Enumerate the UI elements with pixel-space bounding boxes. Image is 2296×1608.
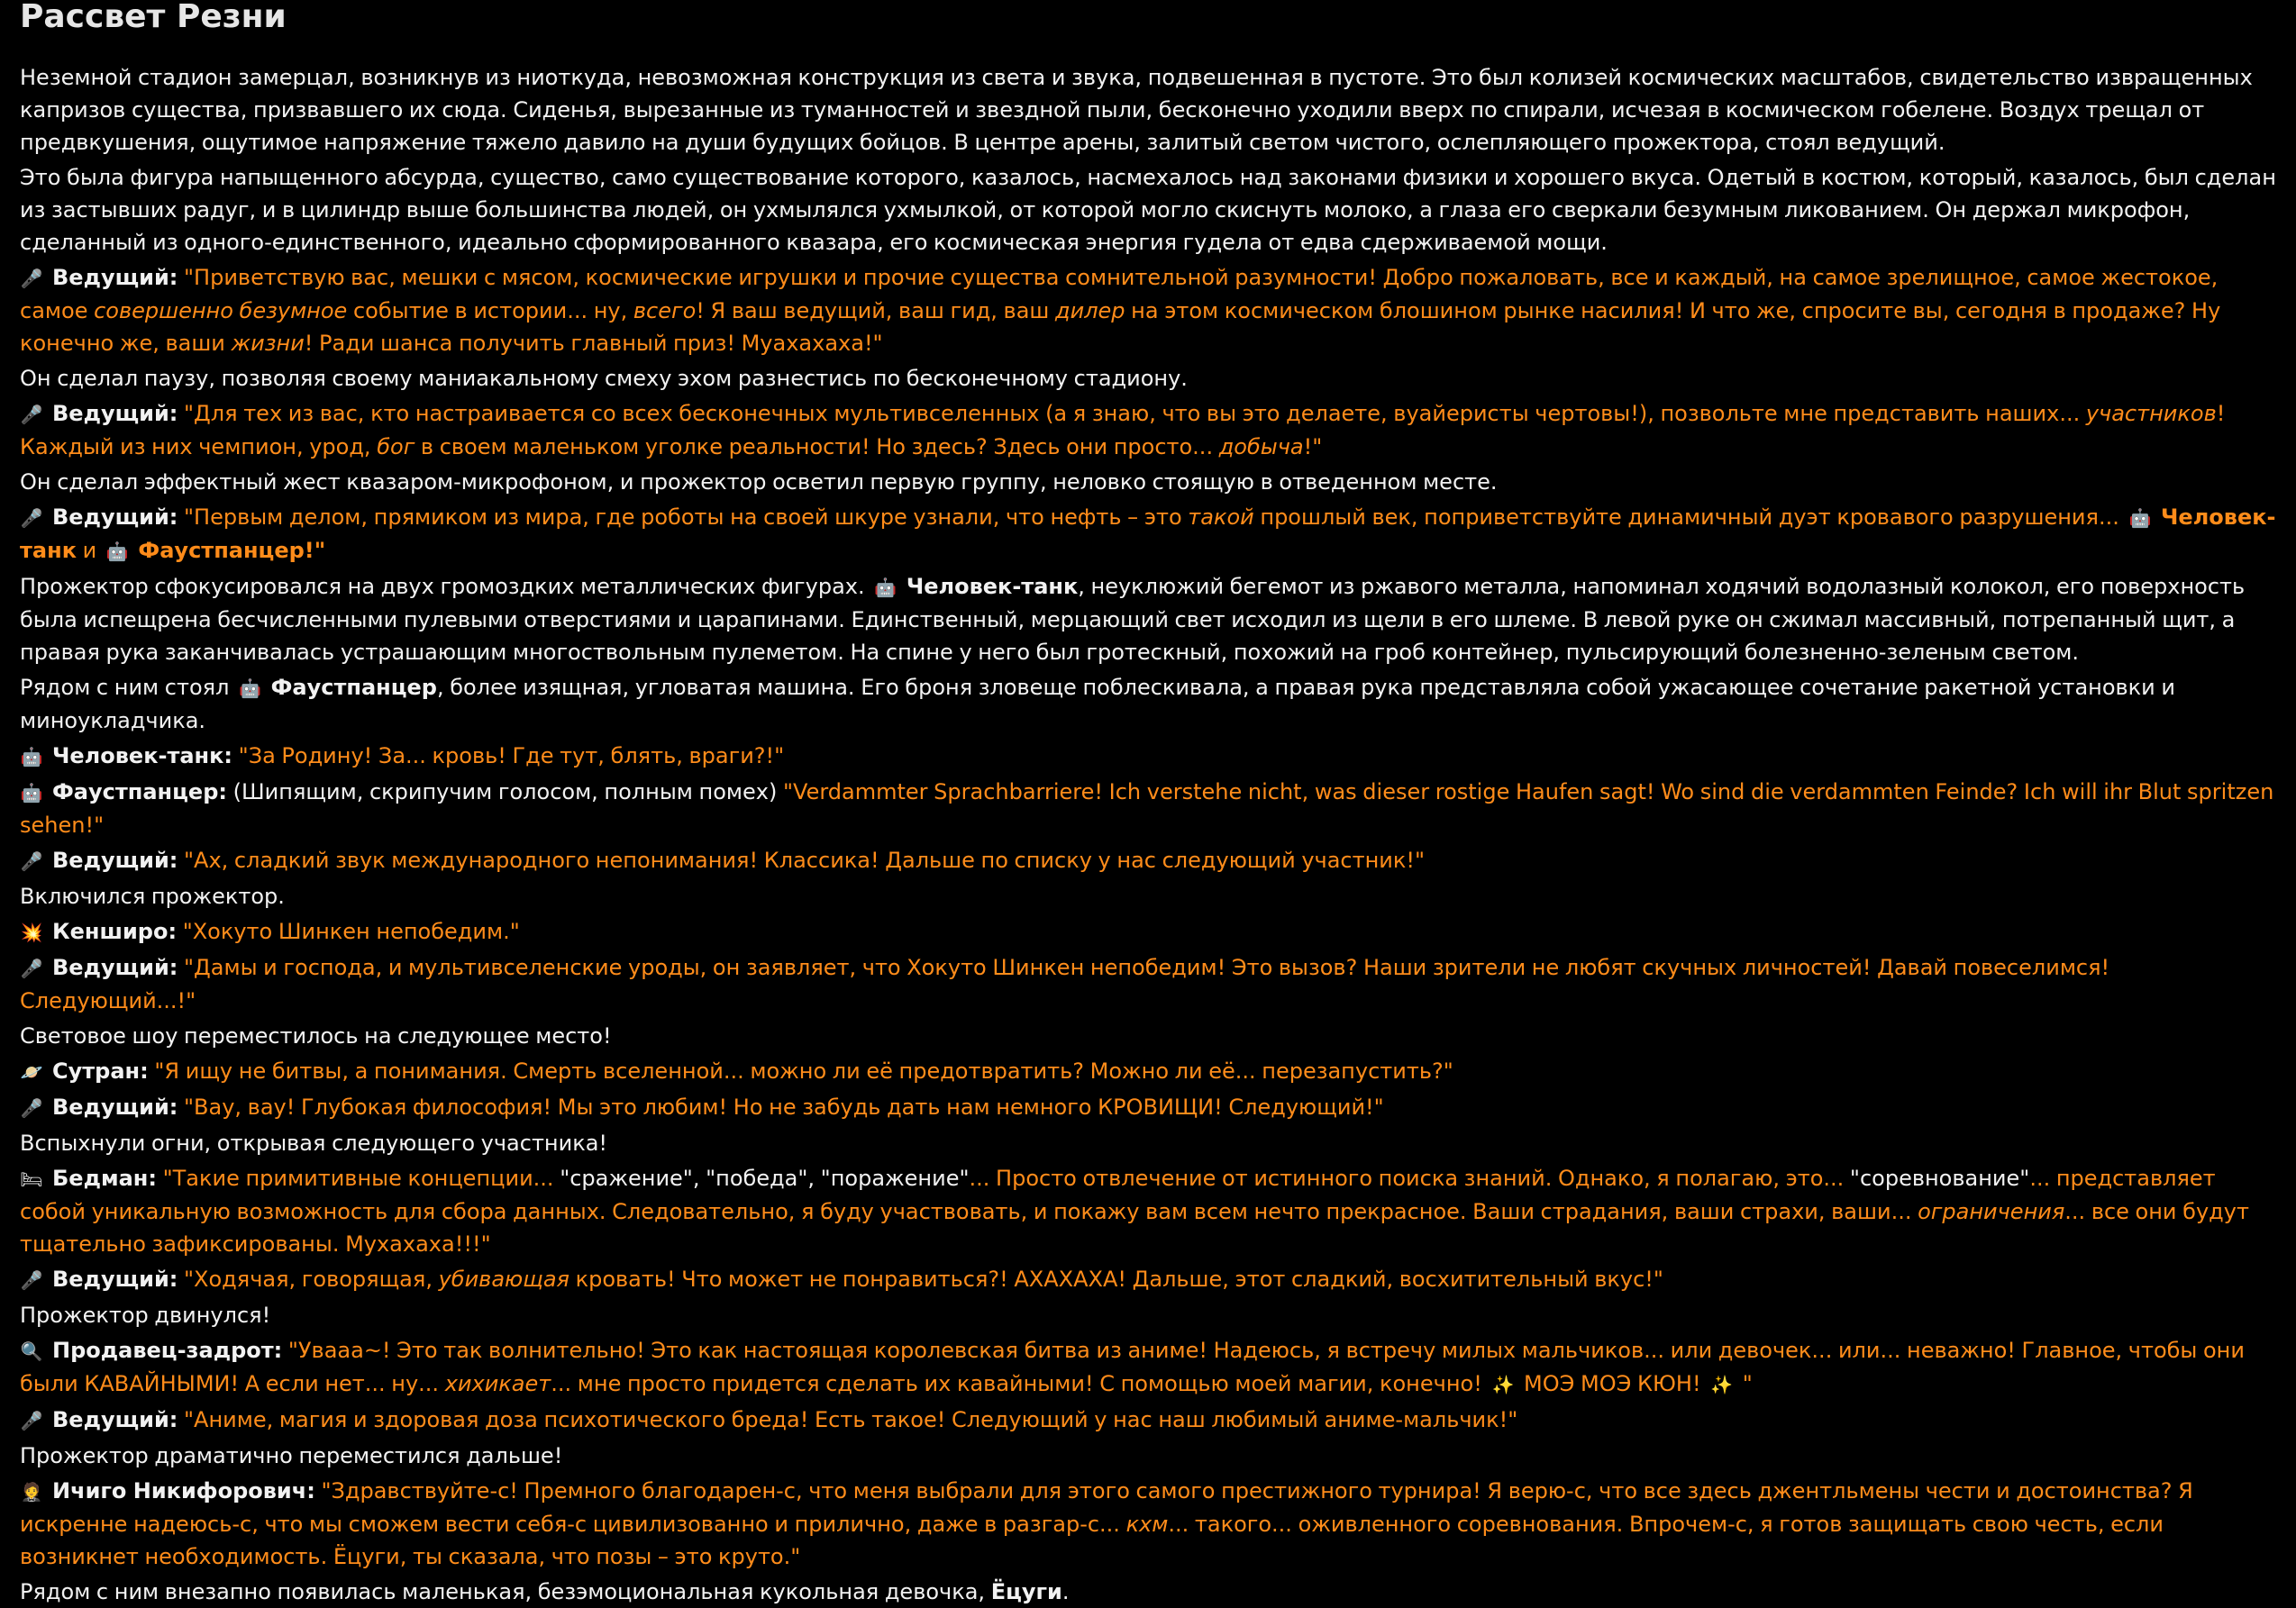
dialogue-text: "Ходячая, говорящая, убивающая кровать! Что может не понравиться?! АХАХАХА! Дальше, этот сладкий, восхитительный вкус!" xyxy=(184,1267,1663,1292)
dialogue-text: "Ах, сладкий звук международного непонимания! Классика! Дальше по списку у нас следующий участник!" xyxy=(184,848,1426,873)
dialogue-line xyxy=(20,1404,2276,1437)
dialogue-line: 🤖 Фаустпанцер: (Шипящим, скрипучим голосом, полным помех) "Verdammter Sprachbarriere! Ich verstehe nicht, was dieser rostige Haufen sagt! Wo sind die verdammten Feinde? Ich will ihr Blut spritzen sehen!" xyxy=(20,776,2276,841)
collision-icon: 💥 xyxy=(20,922,43,943)
dialogue-text: "Дамы и господа, и мультивселенские уроды, он заявляет, что Хокуто Шинкен непобедим! Это вызов? Наши зрители не любят скучных личностей! Давай повеселимся! Следующий...!" xyxy=(20,955,2110,1013)
narration: Вспыхнули огни, открывая следующего участника! xyxy=(20,1131,608,1156)
microphone-icon: 🎤 xyxy=(20,1097,43,1119)
microphone-icon: 🎤 xyxy=(20,507,43,529)
dialogue-line xyxy=(20,397,2276,463)
speaker-name: Ичиго Никифорович: xyxy=(52,1478,315,1504)
page-title: Рассвет Резни xyxy=(20,0,287,35)
speaker-name: Бедман: xyxy=(52,1166,157,1191)
robot-face-icon: 🤖 xyxy=(2128,507,2152,529)
gentleman-face-icon: 🤵 xyxy=(20,1481,43,1503)
dialogue-line xyxy=(20,915,2276,949)
dialogue-text: "Хокуто Шинкен непобедим." xyxy=(182,919,520,944)
dialogue-text: "Увааа~! Это так волнительно! Это как настоящая королевская битва из аниме! Надеюсь, я встречу милых мальчиков... или девочек... или... неважно! Главное, чтобы они были КАВАЙНЫМИ! А если нет... ну... хихикает... мне просто придется сделать их кавайными! С помощью моей магии, конечно! ✨ МОЭ МОЭ КЮН! ✨ " xyxy=(20,1338,2245,1396)
narration: Прожектор драматично переместился дальше! xyxy=(20,1443,563,1468)
narration: Прожектор сфокусировался на двух громоздких металлических фигурах. 🤖 Человек-танк, неуклюжий бегемот из ржавого металла, напоминал ходячий водолазный колокол, его поверхность была испещрена бесчисленными пулевыми отверстиями и царапинами. Единственный, мерцающий свет исходил из щели в его шлеме. В левой руке он сжимал массивный, потрепанный щит, а правая рука заканчивалась устрашающим многоствольным пулеметом. На спине у него был гротескный, похожий на гроб контейнер, пульсирующий болезненно-зеленым светом. xyxy=(20,570,2276,668)
speaker-name: Ведущий: xyxy=(52,265,178,290)
microphone-icon: 🎤 xyxy=(20,404,43,425)
dialogue-line xyxy=(20,951,2276,1017)
microphone-icon: 🎤 xyxy=(20,268,43,289)
dialogue-text: "Verdammter Sprachbarriere! Ich verstehe nicht, was dieser rostige Haufen sagt! Wo sind die verdammten Feinde? Ich will ihr Blut spritzen sehen!" xyxy=(20,779,2274,838)
narration: Это была фигура напыщенного абсурда, существо, само существование которого, казалось, насмехалось над законами физики и хорошего вкуса. Одетый в костюм, который, казалось, был сделан из застывших радуг, и в цилиндр выше большинства людей, он ухмылялся ухмылкой, от которой могло скиснуть молоко, а глаза его сверкали безумным ликованием. Он держал микрофон, сделанный из одного-единственного, идеально сформированного квазара, его космическая энергия гудела от едва сдерживаемой мощи. xyxy=(20,165,2276,255)
bed-icon: 🛏 xyxy=(20,1168,43,1190)
dialogue-text: "Аниме, магия и здоровая доза психотического бреда! Есть такое! Следующий у нас наш любимый аниме-мальчик!" xyxy=(184,1407,1518,1432)
microphone-icon: 🎤 xyxy=(20,1410,43,1431)
robot-face-icon: 🤖 xyxy=(20,746,43,768)
dialogue-text: "Здравствуйте-с! Премного благодарен-с, что меня выбрали для этого самого престижного турнира! Я верю-с, что все здесь джентльмены чести и достоинства? Я искренне надеюсь-с, что мы сможем вести себя-с цивилизованно и прилично, даже в разгар-с... кхм... такого... оживленного соревнования. Впрочем-с, я готов защищать свою честь, если возникнет необходимость. Ёцуги, ты сказала, что позы – это круто." xyxy=(20,1478,2193,1569)
dialogue-line xyxy=(20,740,2276,773)
microphone-icon: 🎤 xyxy=(20,1269,43,1291)
speaker-name: Ведущий: xyxy=(52,401,178,426)
dialogue-line xyxy=(20,261,2276,359)
dialogue-line xyxy=(20,1263,2276,1296)
magnifying-glass-icon: 🔍 xyxy=(20,1340,43,1362)
dialogue-text: "Я ищу не битвы, а понимания. Смерть вселенной... можно ли её предотвратить? Можно ли её... перезапустить?" xyxy=(154,1058,1453,1084)
dialogue-text: "Для тех из вас, кто настраивается со всех бесконечных мультивселенных (а я знаю, что вы это делаете, вуайеристы чертовы!), позвольте мне представить наших... участников! Каждый из них чемпион, урод, бог в своем маленьком уголке реальности! Но здесь? Здесь они просто... добыча!" xyxy=(20,401,2226,459)
dialogue-line xyxy=(20,1162,2276,1260)
dialogue-line xyxy=(20,1475,2276,1573)
dialogue-text: "Такие примитивные концепции... "сражение", "победа", "поражение"... Просто отвлечение от истинного поиска знаний. Однако, я полагаю, это... "соревнование"... представляет собой уникальную возможность для сбора данных. Следовательно, я буду участвовать, и покажу вам всем нечто прекрасное. Ваши страдания, ваши страхи, ваши... ограничения... все они будут тщательно зафиксированы. Мухахаха!!!" xyxy=(20,1166,2249,1257)
narration: Включился прожектор. xyxy=(20,884,285,909)
narration: Неземной стадион замерцал, возникнув из ниоткуда, невозможная конструкция из света и звука, подвешенная в пустоте. Это был колизей космических масштабов, свидетельство извращенных капризов существа, призвавшего их сюда. Сиденья, вырезанные из туманностей и звездной пыли, бесконечно уходили вверх по спирали, исчезая в космическом гобелене. Воздух трещал от предвкушения, ощутимое напряжение тяжело давило на души будущих бойцов. В центре арены, залитый светом чистого, ослепляющего прожектора, стоял ведущий. xyxy=(20,65,2253,155)
dialogue-line xyxy=(20,844,2276,877)
narration: Он сделал эффектный жест квазаром-микрофоном, и прожектор осветил первую группу, неловко стоящую в отведенном месте. xyxy=(20,469,1498,495)
speaker-name: Человек-танк: xyxy=(52,743,233,768)
robot-face-icon: 🤖 xyxy=(874,577,897,598)
speaker-name: Ведущий: xyxy=(52,848,178,873)
saturn-planet-icon: 🪐 xyxy=(20,1061,43,1083)
dialogue-text: "Первым делом, прямиком из мира, где роботы на своей шкуре узнали, что нефть – это такой прошлый век, поприветствуйте динамичный дуэт кровавого разрушения... 🤖 Человек-танк и 🤖 Фаустпанцер!" xyxy=(20,504,2275,563)
robot-face-icon: 🤖 xyxy=(105,541,129,562)
narration: Рядом с ним стоял 🤖 Фаустпанцер, более изящная, угловатая машина. Его броня зловеще поблескивала, а правая рука представляла собой ужасающее сочетание ракетной установки и миноукладчика. xyxy=(20,671,2276,737)
dialogue-line xyxy=(20,501,2276,568)
robot-face-icon: 🤖 xyxy=(239,677,261,699)
narration: Световое шоу переместилось на следующее место! xyxy=(20,1023,612,1049)
microphone-icon: 🎤 xyxy=(20,958,43,979)
speaker-name: Ведущий: xyxy=(52,1407,178,1432)
dialogue-text: "Вау, вау! Глубокая философия! Мы это любим! Но не забудь дать нам немного КРОВИЩИ! Следующий!" xyxy=(184,1095,1384,1120)
dialogue-line xyxy=(20,1055,2276,1088)
speaker-name: Ведущий: xyxy=(52,955,178,980)
narration: Он сделал паузу, позволяя своему маниакальному смеху эхом разнестись по бесконечному стадиону. xyxy=(20,366,1188,391)
speaker-name: Ведущий: xyxy=(52,1095,178,1120)
dialogue-text: "Приветствую вас, мешки с мясом, космические игрушки и прочие существа сомнительной разумности! Добро пожаловать, все и каждый, на самое зрелищное, самое жестокое, самое совершенно безумное событие в истории... ну, всего! Я ваш ведущий, ваш гид, ваш дилер на этом космическом блошином рынке насилия! И что же, спросите вы, сегодня в продаже? Ну конечно же, ваши жизни! Ради шанса получить главный приз! Муахахаха!" xyxy=(20,265,2221,356)
speaker-name: Сутран: xyxy=(52,1058,149,1084)
dialogue-text: "За Родину! За... кровь! Где тут, блять, враги?!" xyxy=(238,743,785,768)
narration: Рядом с ним внезапно появилась маленькая, безэмоциональная кукольная девочка, Ёцуги. xyxy=(20,1579,1070,1604)
speaker-name: Продавец-задрот: xyxy=(52,1338,283,1363)
narration: Прожектор двинулся! xyxy=(20,1303,271,1328)
speaker-name: Фаустпанцер: xyxy=(52,779,227,804)
speaker-name: Ведущий: xyxy=(52,1267,178,1292)
sparkles-icon: ✨ xyxy=(1710,1374,1734,1395)
dialogue-line xyxy=(20,1334,2276,1401)
speaker-name: Ведущий: xyxy=(52,504,178,530)
microphone-icon: 🎤 xyxy=(20,850,43,872)
dialogue-line xyxy=(20,1091,2276,1124)
speaker-name: Кенширо: xyxy=(52,919,178,944)
sparkles-icon: ✨ xyxy=(1491,1374,1515,1395)
robot-face-icon: 🤖 xyxy=(20,782,43,804)
